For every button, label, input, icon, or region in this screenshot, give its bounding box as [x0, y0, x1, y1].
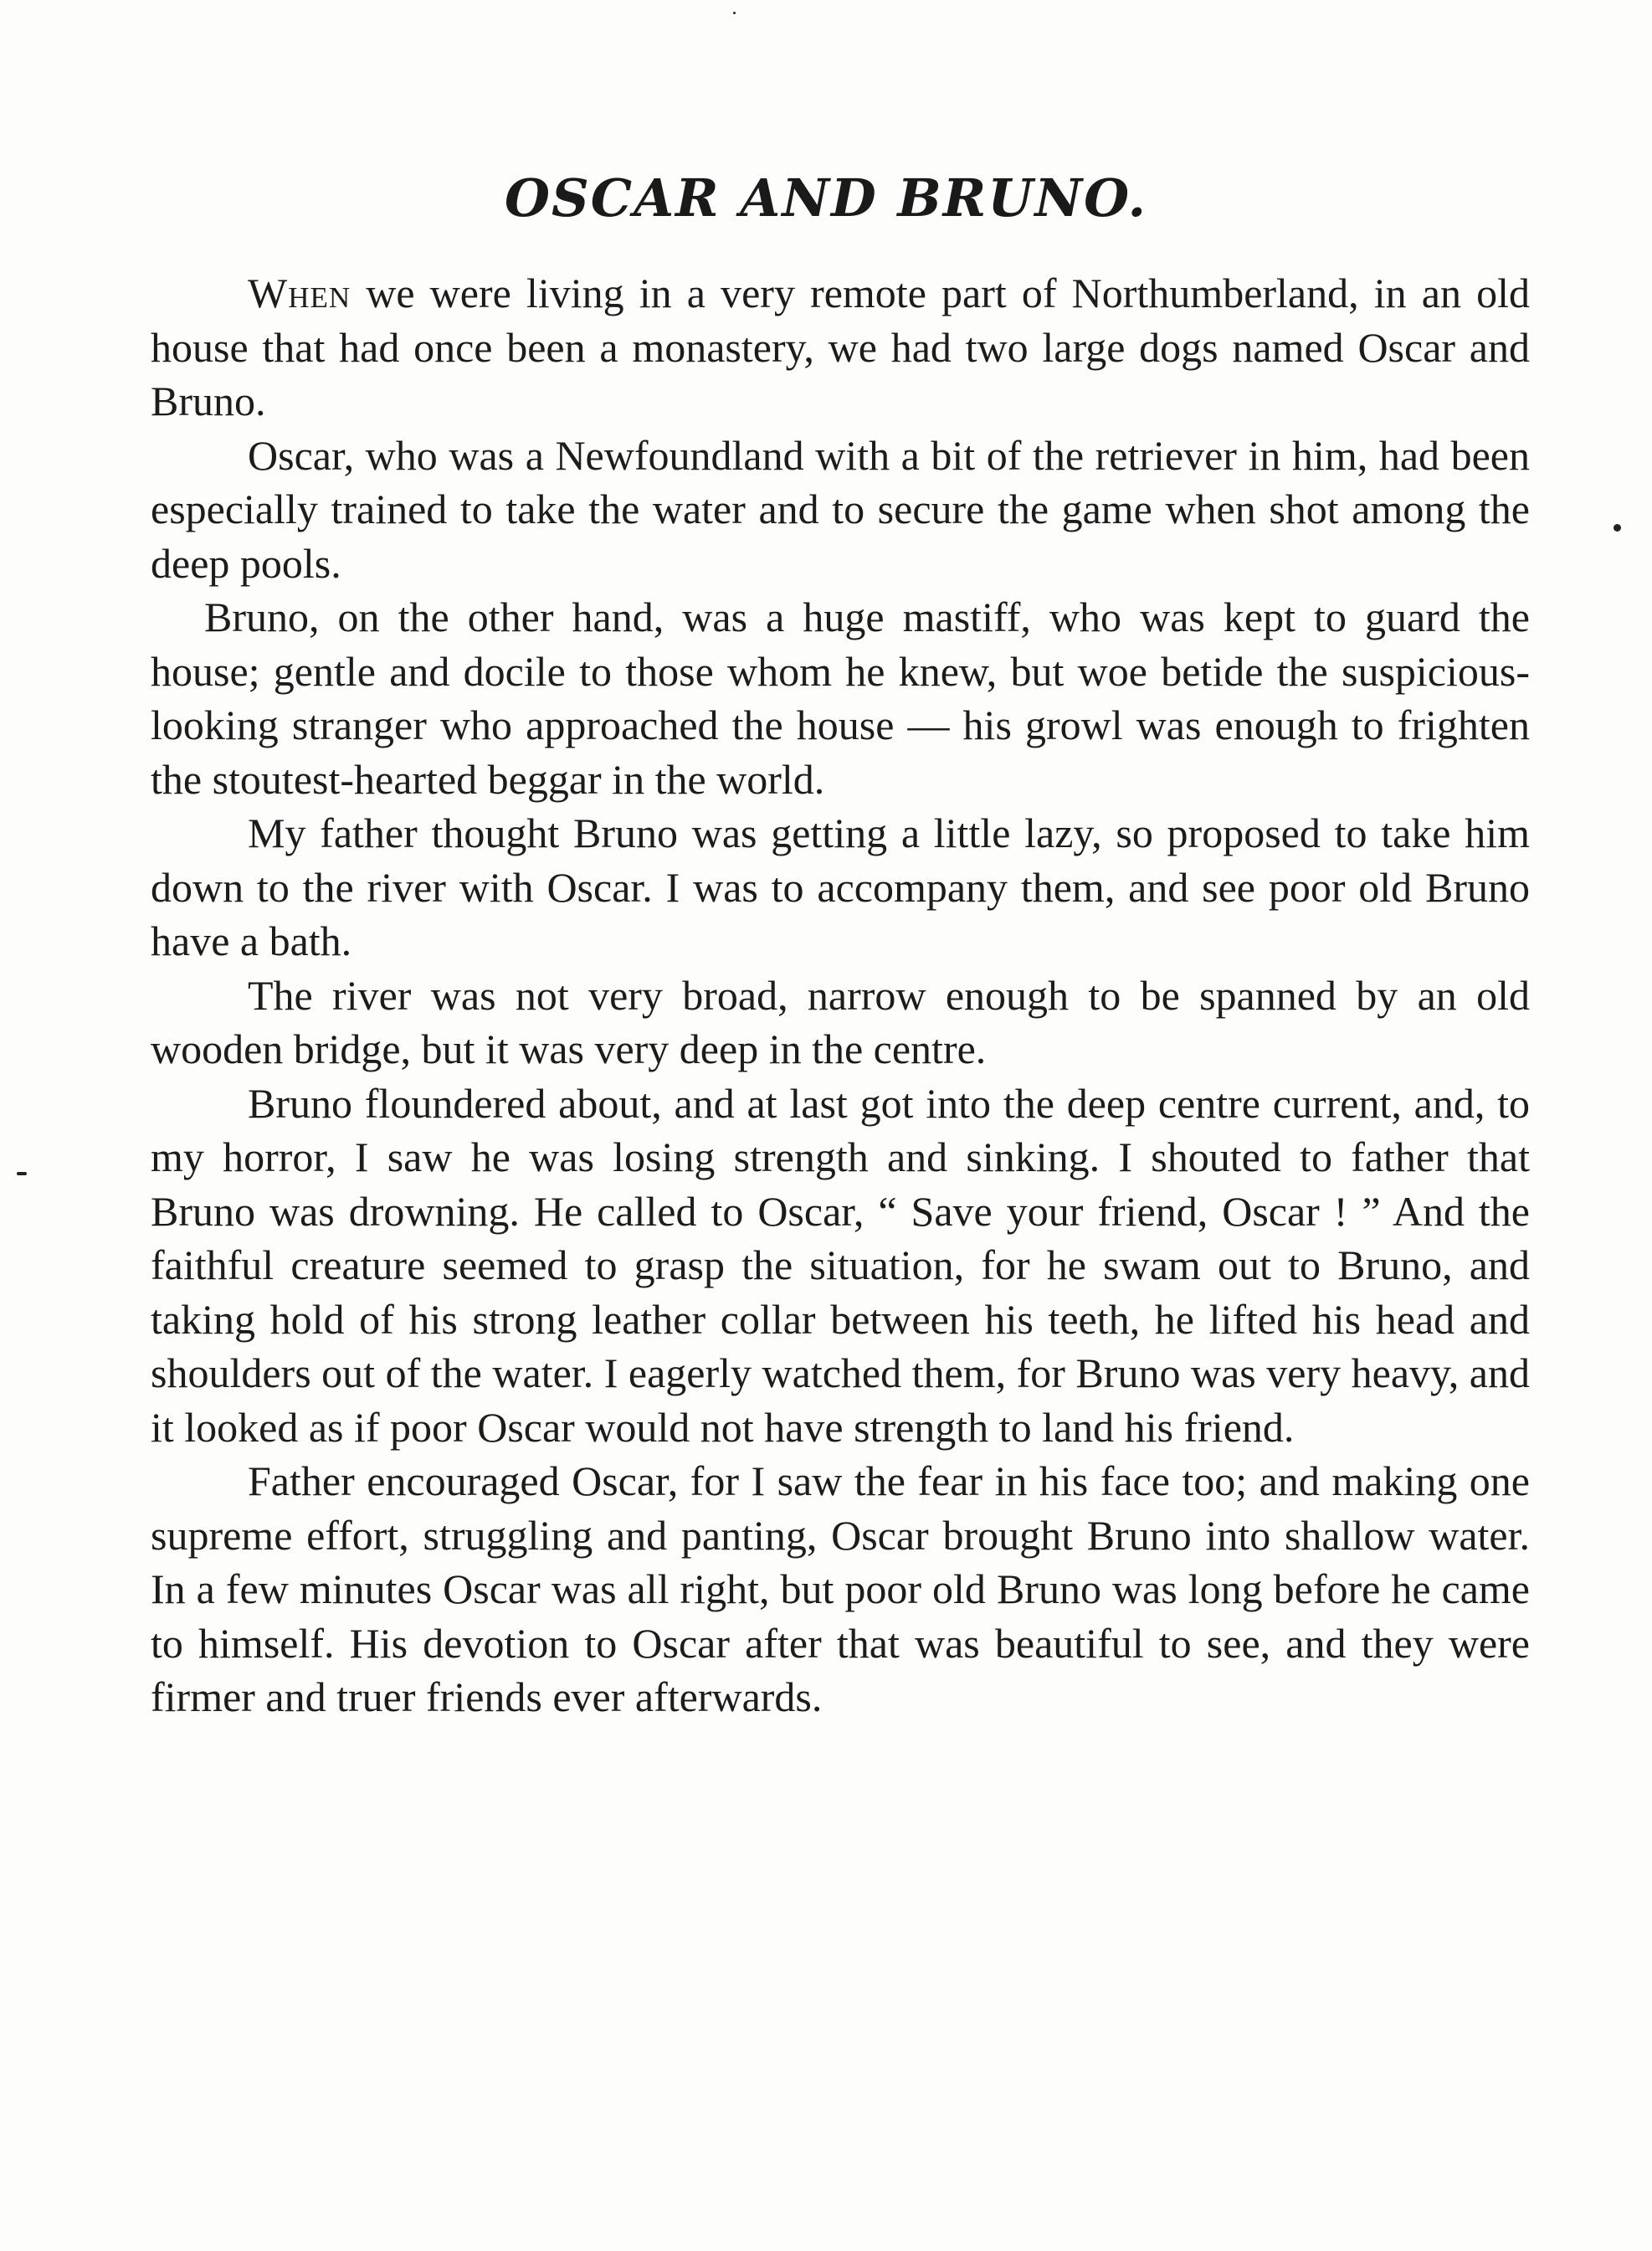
paragraph-text: Bruno, on the other hand, was a huge mastiff, who was kept to guard the house; gentle and docile to those whom he knew, but woe betide the suspicious-looking stranger who approached the house — his growl was enough to frighten the stoutest-hearted beggar in the world.: [151, 594, 1530, 803]
paragraph-text: Bruno floundered about, and at last got into the deep centre current, and, to my horror, I saw he was losing strength and sinking. I shouted to father that Bruno was drowning. He called to Oscar, “ Save your friend, Oscar ! ” And the faithful creature seemed to grasp the situation, for he swam out to Bruno, and taking hold of his strong leather collar between his teeth, he lifted his head and shoulders out of the water. I eagerly watched them, for Bruno was very heavy, and it looked as if poor Oscar would not have strength to land his friend.: [151, 1079, 1530, 1451]
paragraph-text: My father thought Bruno was getting a little lazy, so proposed to take him down to the river with Oscar. I was to accompany them, and see poor old Bruno have a bath.: [151, 809, 1530, 964]
paragraph-text: The river was not very broad, narrow enough to be spanned by an old wooden bridge, but it was very deep in the centre.: [151, 971, 1530, 1072]
paragraph: [151, 1454, 1530, 1724]
paragraph-lead-word: When: [248, 270, 351, 316]
ink-speck: [1614, 524, 1621, 532]
paragraph: [151, 429, 1530, 591]
paragraph: [151, 1077, 1530, 1455]
ink-speck: [733, 12, 736, 14]
ink-speck: [17, 1172, 27, 1175]
page-title: OSCAR AND BRUNO.: [504, 167, 1148, 229]
paragraph-text: Father encouraged Oscar, for I saw the fear in his face too; and making one supreme effort, struggling and panting, Oscar brought Bruno into shallow water. In a few minutes Oscar was all right, but poor old Bruno was long before he came to himself. His devotion to Oscar after that was beautiful to see, and they were firmer and truer friends ever afterwards.: [151, 1457, 1530, 1720]
paragraph-text: Oscar, who was a Newfoundland with a bit of the retriever in him, had been especially trained to take the water and to secure the game when shot among the deep pools.: [151, 431, 1530, 587]
paragraph: [151, 969, 1530, 1077]
paragraph: [151, 590, 1530, 806]
paragraph-text: we were living in a very remote part of Northumberland, in an old house that had once been a monastery, we had two large dogs named Oscar and Bruno.: [151, 270, 1530, 424]
paragraph: [151, 806, 1530, 969]
paragraph: [151, 266, 1530, 429]
story-text: [151, 266, 1530, 1724]
